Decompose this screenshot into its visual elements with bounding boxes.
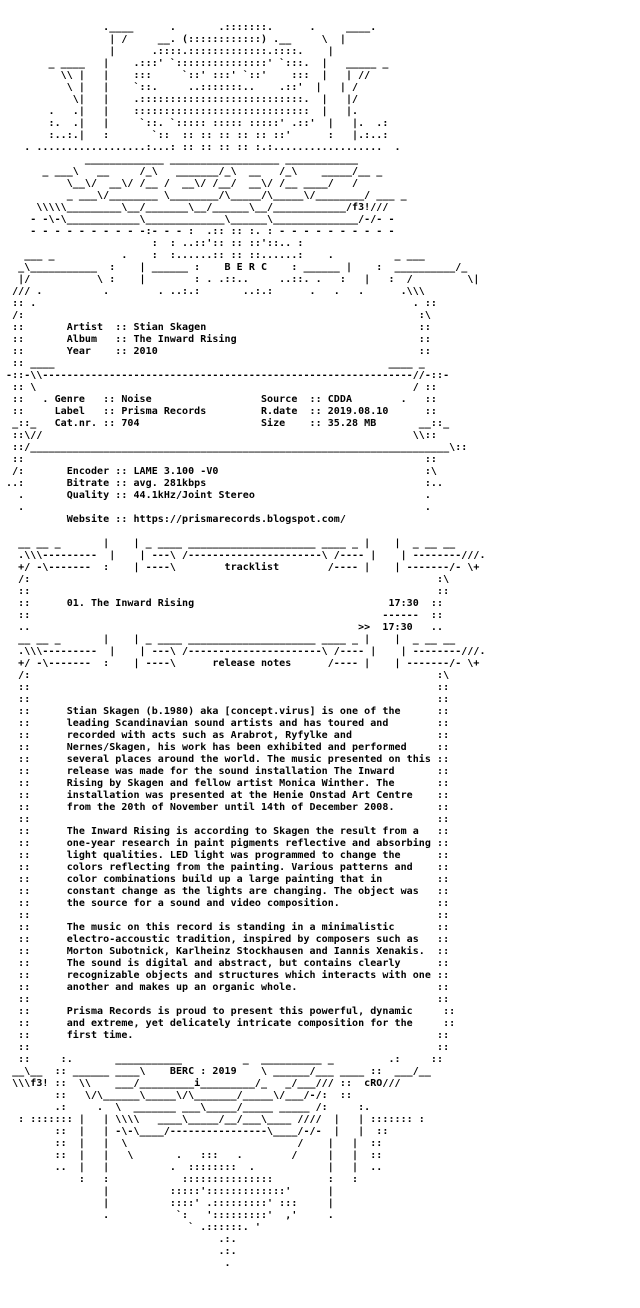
nfo-line: :: several places around the world. The music presented on this :: — [6, 754, 450, 765]
nfo-line: :: The music on this record is standing in a minimalistic :: — [6, 922, 450, 933]
nfo-line: | .::::.:::::::::::::.::::. | — [6, 46, 334, 57]
nfo-line: :: Album :: The Inward Rising :: — [6, 334, 431, 345]
nfo-line: : : ..::':: :: ::'::.. : — [6, 238, 304, 249]
nfo-line: /: :\ — [6, 574, 450, 585]
nfo-line: :: constant change as the lights are changing. The object was :: — [6, 886, 450, 897]
nfo-line: :: :: — [6, 910, 450, 921]
nfo-line: . `: ':::::::::' ,' . — [6, 1210, 334, 1221]
nfo-line: \__\/ __\/ /__ / __\/ /__/ __\/ /__ ____/ / — [6, 178, 359, 189]
nfo-line: :: recorded with acts such as Arabrot, Ryfylke and :: — [6, 730, 450, 741]
nfo-line: .____ . .:::::::. . ____. — [6, 22, 377, 33]
nfo-line: ::/_____________________________________________________________________\:: — [6, 442, 468, 453]
nfo-line: _____________ __________________ ____________ — [6, 154, 359, 165]
nfo-line: :: Rising by Skagen and fellow artist Monica Winther. The :: — [6, 778, 450, 789]
nfo-line: . . — [6, 502, 431, 513]
nfo-line: :: | | \ / | | :: — [6, 1138, 383, 1149]
nfo-line: +/ -\------- : | ----\ release notes /---- | | -------/- \+ — [6, 658, 480, 669]
nfo-line: - - - - - - - - - -:- - - : .:: :: :. : - - - - - - - - - - — [6, 226, 395, 237]
nfo-line: :: :: — [6, 814, 450, 825]
nfo-line: /: :\ — [6, 310, 431, 321]
nfo-line: :: first time. :: — [6, 1030, 450, 1041]
nfo-line: | ::::' .:::::::::' ::: | — [6, 1198, 334, 1209]
nfo-line: __\__ :: ______ ____\ BERC : 2019 \ ______/___ ____ :: ___/__ — [6, 1066, 431, 1077]
nfo-line: :..:.| : `:: :: :: :: :: :: ::' : |.:..: — [6, 130, 389, 141]
nfo-line: :: light qualities. LED light was programmed to change the :: — [6, 850, 450, 861]
nfo-line: :: color combinations build up a large painting that in :: — [6, 874, 450, 885]
nfo-line: :: Prisma Records is proud to present this powerful, dynamic :: — [6, 1006, 456, 1017]
nfo-line: -::-\\-------------------------------------------------------------//-::- — [6, 370, 450, 381]
nfo-line: :: ____ ____ _ — [6, 358, 425, 369]
nfo-line: :: The sound is digital and abstract, but contains clearly :: — [6, 958, 450, 969]
nfo-line: +/ -\------- : | ----\ tracklist /---- | | -------/- \+ — [6, 562, 480, 573]
nfo-line: _ ____ | .:::' `:::::::::::::::' `:::. | _____ _ — [6, 58, 389, 69]
nfo-line: :: 01. The Inward Rising 17:30 :: — [6, 598, 444, 609]
nfo-line: .:. — [6, 1234, 237, 1245]
nfo-line: - -\-\____________\_____________\______\______________/-/- - — [6, 214, 395, 225]
nfo-line: _\___________ : | ______ : B E R C : ______ | : __________/_ — [6, 262, 468, 273]
nfo-line: :: one-year research in paint pigments reflective and absorbing :: — [6, 838, 450, 849]
nfo-line: :: . Genre :: Noise Source :: CDDA . :: — [6, 394, 438, 405]
nfo-line: ` .::::::. ' — [6, 1222, 261, 1233]
nfo-line: /: Encoder :: LAME 3.100 -V0 :\ — [6, 466, 438, 477]
nfo-line: :: installation was presented at the Henie Onstad Art Centre :: — [6, 790, 450, 801]
nfo-line: . .| | ::::::::::::::::::::::::::::: | |. — [6, 106, 359, 117]
nfo-line: :: | | -\-\____/----------------\____/-/- | | :: — [6, 1126, 389, 1137]
nfo-line: :: :: — [6, 994, 450, 1005]
nfo-line: | / __. (::::::::::::) .__ \ | — [6, 34, 346, 45]
nfo-line: : ::::::: | | \\\\ ____\_____/__/___\____ //// | | ::::::: : — [6, 1114, 425, 1125]
nfo-line: : : ::::::::::::::: : : — [6, 1174, 359, 1185]
nfo-line: :: and extreme, yet delicately intricate composition for the :: — [6, 1018, 456, 1029]
nfo-line: :: :. ___________ _ __________ _ .: :: — [6, 1054, 444, 1065]
nfo-line: :: from the 20th of November until 14th of December 2008. :: — [6, 802, 450, 813]
nfo-line: \| | .:::::::::::::::::::::::::::. | |/ — [6, 94, 359, 105]
nfo-line: :: :: — [6, 586, 450, 597]
nfo-line: :: the source for a sound and video composition. :: — [6, 898, 450, 909]
nfo-line: :: :: — [6, 682, 450, 693]
nfo-line: :: recognizable objects and structures which interacts with one :: — [6, 970, 450, 981]
nfo-line: .:. — [6, 1246, 237, 1257]
nfo-line: /: :\ — [6, 670, 450, 681]
nfo-line: . — [6, 1258, 231, 1269]
nfo-line: .\\\--------- | | ---\ /----------------------\ /---- | | --------///. — [6, 550, 486, 561]
nfo-line: __ __ _ | | _ ____ _____________________ ____ _ | | _ __ __ — [6, 538, 456, 549]
nfo-line: :: Stian Skagen (b.1980) aka [concept.virus] is one of the :: — [6, 706, 450, 717]
nfo-line: :: colors reflecting from the painting. Various patterns and :: — [6, 862, 450, 873]
nfo-line: .: . \ _______ ___\_____/_____ _____ /: :. — [6, 1102, 371, 1113]
nfo-line: .. | | . :::::::: . | | .. — [6, 1162, 383, 1173]
nfo-line: . ..................:...: :: :: :: :: :.:.................. . — [6, 142, 401, 153]
nfo-line: | :::::':::::::::::::' | — [6, 1186, 334, 1197]
nfo-line: :: Label :: Prisma Records R.date :: 2019.08.10 :: — [6, 406, 438, 417]
nfo-line: :: The Inward Rising is according to Skagen the result from a :: — [6, 826, 450, 837]
nfo-line: :: :: — [6, 694, 450, 705]
nfo-line: :: leading Scandinavian sound artists and has toured and :: — [6, 718, 450, 729]
nfo-line: . Quality :: 44.1kHz/Joint Stereo . — [6, 490, 431, 501]
nfo-line: Website :: https://prismarecords.blogspot.com/ — [6, 514, 346, 525]
nfo-line: \\\f3! :: \\ ___/_________i_________/_ _/___/// :: cRO/// — [6, 1078, 401, 1089]
nfo-line: :: Morton Subotnick, Karlheinz Stockhausen and Iannis Xenakis. :: — [6, 946, 450, 957]
nfo-line: :: | | \ . ::: . / | | :: — [6, 1150, 383, 1161]
nfo-line: :: \ / :: — [6, 382, 438, 393]
nfo-line: ::\// \\:: — [6, 430, 438, 441]
nfo-line: :: another and makes up an organic whole. :: — [6, 982, 450, 993]
nfo-line: _::_ Cat.nr. :: 704 Size :: 35.28 MB __::_ — [6, 418, 450, 429]
nfo-line: _ ___\/________ \________/\_____/\_____\/________/ ___ _ — [6, 190, 407, 201]
nfo-line: /// . . . ..:.: ..:.: . . . .\\\ — [6, 286, 425, 297]
nfo-line: \\\\\_________\__/_______\__/______\__/____________/f3!/// — [6, 202, 389, 213]
nfo-line: :: :: — [6, 1042, 450, 1053]
nfo-line: \ | | `::. ..:::::::.. .::' | | / — [6, 82, 359, 93]
nfo-line: :: electro-accoustic tradition, inspired by composers such as :: — [6, 934, 450, 945]
nfo-line: :: Year :: 2010 :: — [6, 346, 431, 357]
nfo-line: _ ___\ __ /_\ _______/_\ __ /_\ _____/__ _ — [6, 166, 383, 177]
nfo-line: __ __ _ | | _ ____ _____________________ ____ _ | | _ __ __ — [6, 634, 456, 645]
nfo-line: \\ | | ::: `::' :::' `::' ::: | | // — [6, 70, 371, 81]
nfo-line: .. >> 17:30 .. — [6, 622, 444, 633]
nfo-text-body — [6, 22, 486, 1270]
nfo-line: :: :: — [6, 454, 438, 465]
nfo-line: :. .| | `::. `::::: ::::: :::::' .::' | |. .: — [6, 118, 389, 129]
nfo-line: :: . . :: — [6, 298, 438, 309]
nfo-line: ..: Bitrate :: avg. 281kbps :.. — [6, 478, 444, 489]
nfo-line: :: Nernes/Skagen, his work has been exhibited and performed :: — [6, 742, 450, 753]
nfo-line: |/ \ : | : . .::.. ..::. . : | : / \| — [6, 274, 480, 285]
nfo-line: :: Artist :: Stian Skagen :: — [6, 322, 431, 333]
nfo-line: :: ------ :: — [6, 610, 444, 621]
nfo-line: .\\\--------- | | ---\ /----------------------\ /---- | | --------///. — [6, 646, 486, 657]
nfo-line: :: \/\______\_____\/\_______/_____\/___/-/: :: — [6, 1090, 353, 1101]
nfo-line: ___ _ . : :......:: :: ::......: . _ ___ — [6, 250, 425, 261]
nfo-line: :: release was made for the sound installation The Inward :: — [6, 766, 450, 777]
